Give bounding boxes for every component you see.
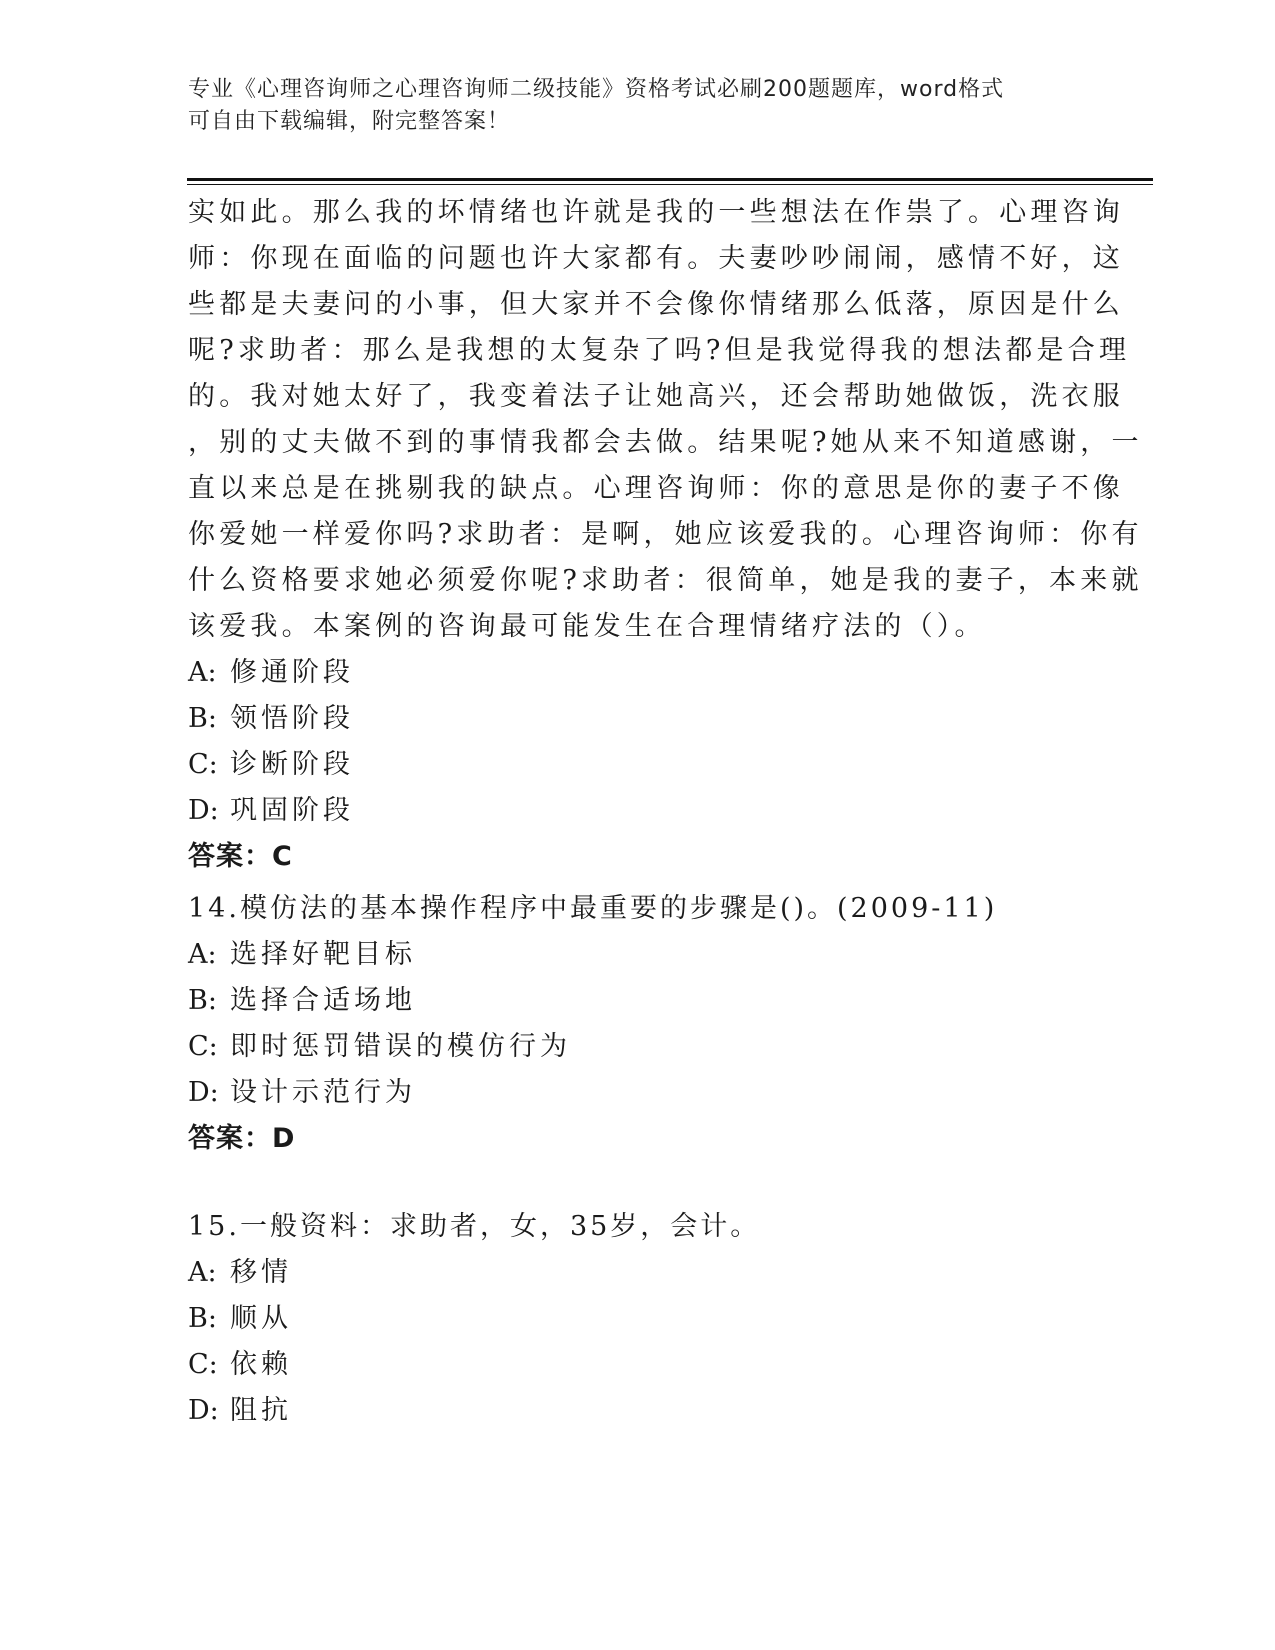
option-a <box>188 650 1078 696</box>
option-letter: D: <box>188 795 219 826</box>
option-c <box>188 742 1078 788</box>
option-c <box>188 1024 1088 1070</box>
option-text: 诊断阶段 <box>230 749 354 780</box>
option-text: 依赖 <box>230 1349 292 1380</box>
option-letter: A: <box>188 1257 217 1288</box>
header-line-1: 专业《心理咨询师之心理咨询师二级技能》资格考试必刷200题题库，word格式 <box>188 77 1005 102</box>
option-letter: B: <box>188 1303 217 1334</box>
option-letter: C: <box>188 1349 218 1380</box>
question-title: 14.模仿法的基本操作程序中最重要的步骤是()。(2009-11) <box>188 893 998 924</box>
answer-line: 答案：D <box>188 1123 296 1154</box>
option-a <box>188 1250 1088 1296</box>
option-c <box>188 1342 1088 1388</box>
option-text: 顺从 <box>230 1303 292 1334</box>
option-letter: D: <box>188 1395 219 1426</box>
option-letter: B: <box>188 703 217 734</box>
question-14 <box>188 886 1088 1162</box>
answer-line: 答案：C <box>188 841 293 872</box>
passage-line: 师：你现在面临的问题也许大家都有。夫妻吵吵闹闹，感情不好，这 <box>188 243 1124 274</box>
passage-line: 些都是夫妻问的小事，但大家并不会像你情绪那么低落，原因是什么 <box>188 289 1124 320</box>
passage-line: 实如此。那么我的坏情绪也许就是我的一些想法在作祟了。心理咨询 <box>188 197 1124 228</box>
option-text: 移情 <box>230 1257 292 1288</box>
option-text: 即时惩罚错误的模仿行为 <box>230 1031 571 1062</box>
option-text: 修通阶段 <box>230 657 354 688</box>
option-letter: D: <box>188 1077 219 1108</box>
document-header <box>188 74 1068 138</box>
option-b <box>188 696 1078 742</box>
passage-line: 什么资格要求她必须爱你呢?求助者：很简单，她是我的妻子，本来就 <box>188 565 1143 596</box>
option-text: 阻抗 <box>230 1395 292 1426</box>
option-b <box>188 1296 1088 1342</box>
option-d <box>188 1070 1088 1116</box>
option-text: 设计示范行为 <box>230 1077 416 1108</box>
option-text: 巩固阶段 <box>230 795 354 826</box>
question-15 <box>188 1204 1088 1434</box>
option-letter: C: <box>188 749 218 780</box>
option-d <box>188 788 1078 834</box>
option-b <box>188 978 1088 1024</box>
option-text: 选择好靶目标 <box>230 939 416 970</box>
option-letter: A: <box>188 939 217 970</box>
option-a <box>188 932 1088 978</box>
question-13-passage <box>188 190 1143 880</box>
passage-line: 呢?求助者：那么是我想的太复杂了吗?但是我觉得我的想法都是合理 <box>188 335 1131 366</box>
option-d <box>188 1388 1088 1434</box>
passage-line: ，别的丈夫做不到的事情我都会去做。结果呢?她从来不知道感谢，一 <box>188 427 1143 458</box>
option-letter: B: <box>188 985 217 1016</box>
option-letter: A: <box>188 657 217 688</box>
passage-line: 该爱我。本案例的咨询最可能发生在合理情绪疗法的（）。 <box>188 611 986 642</box>
passage-line: 直以来总是在挑剔我的缺点。心理咨询师：你的意思是你的妻子不像 <box>188 473 1124 504</box>
question-title: 15.一般资料：求助者，女，35岁，会计。 <box>188 1211 761 1242</box>
passage-line: 的。我对她太好了，我变着法子让她高兴，还会帮助她做饭，洗衣服 <box>188 381 1124 412</box>
option-text: 选择合适场地 <box>230 985 416 1016</box>
header-line-2: 可自由下载编辑，附完整答案！ <box>188 109 511 134</box>
passage-line: 你爱她一样爱你吗?求助者：是啊，她应该爱我的。心理咨询师：你有 <box>188 519 1143 550</box>
header-divider-thick <box>187 178 1153 181</box>
option-letter: C: <box>188 1031 218 1062</box>
option-text: 领悟阶段 <box>230 703 354 734</box>
header-divider-thin <box>187 184 1153 185</box>
